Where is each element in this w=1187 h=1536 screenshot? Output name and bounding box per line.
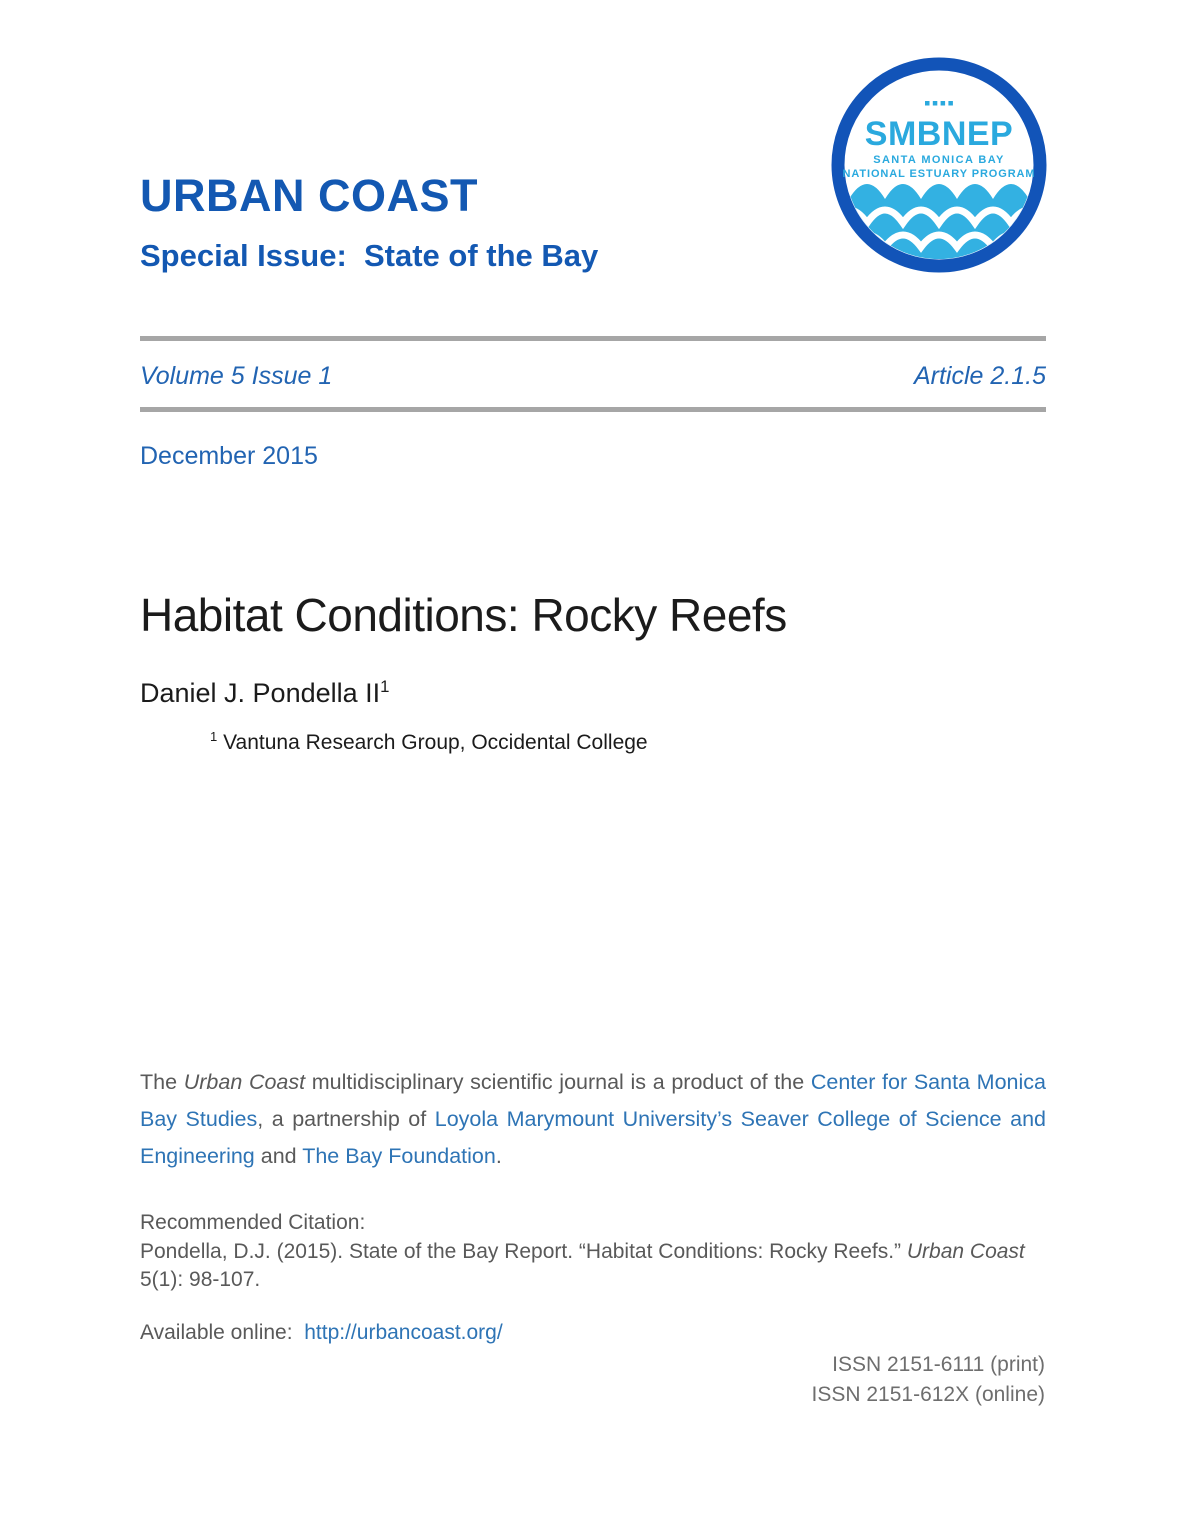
issn-online: ISSN 2151-612X (online) — [811, 1383, 1045, 1406]
citation-segment: 5(1): 98-107. — [140, 1268, 261, 1291]
link-center-for-santa-monica-bay-studies[interactable]: Center for Santa Monica Bay Studies — [140, 1070, 1046, 1131]
affiliation-text: Vantuna Research Group, Occidental College — [217, 731, 648, 754]
volume-label: Volume 5 Issue 1 — [140, 362, 333, 390]
author-superscript: 1 — [380, 677, 390, 696]
urbancoast-url-link[interactable]: http://urbancoast.org/ — [304, 1321, 503, 1344]
link-lmu-seaver-college[interactable]: Loyola Marymount University’s Seaver College of Science and Engineering — [140, 1107, 1047, 1168]
affiliation-superscript: 1 — [210, 729, 218, 744]
about-text: , a partnership of — [257, 1107, 435, 1131]
article-title: Habitat Conditions: Rocky Reefs — [140, 589, 787, 641]
available-online-label: Available online: — [140, 1321, 305, 1344]
availability-line — [140, 1321, 503, 1345]
citation-text — [140, 1238, 1046, 1295]
journal-title: URBAN COAST — [140, 170, 478, 221]
about-text: multidisciplinary scientific journal is a product of the — [305, 1070, 811, 1094]
journal-subtitle: Special Issue: State of the Bay — [140, 238, 599, 273]
about-text: . — [495, 1144, 502, 1168]
journal-name-italic: Urban Coast — [183, 1070, 306, 1094]
about-text: The — [140, 1070, 184, 1094]
divider-top — [140, 336, 1046, 341]
about-paragraph — [140, 1064, 1046, 1175]
citation-segment: Pondella, D.J. (2015). State of the Bay Report. “Habitat Conditions: Rocky Reefs.” — [140, 1239, 907, 1263]
issn-block — [812, 1350, 1045, 1410]
author-name — [140, 678, 389, 709]
link-bay-foundation[interactable]: The Bay Foundation — [302, 1144, 496, 1168]
issn-print: ISSN 2151-6111 (print) — [832, 1353, 1045, 1376]
citation-block — [140, 1209, 1046, 1295]
smbnep-logo-icon — [831, 57, 1047, 273]
about-text: and — [254, 1144, 303, 1168]
logo-acronym: SMBNEP — [864, 115, 1014, 153]
meta-row — [140, 362, 1046, 391]
citation-label: Recommended Citation: — [140, 1211, 366, 1234]
affiliation — [210, 731, 648, 755]
author-text: Daniel J. Pondella II — [140, 678, 381, 708]
logo-org-line1: SANTA MONICA BAY — [873, 154, 1005, 166]
issue-date: December 2015 — [140, 442, 318, 470]
logo-org-line2: NATIONAL ESTUARY PROGRAM — [842, 168, 1036, 180]
divider-bottom — [140, 407, 1046, 412]
citation-journal-italic: Urban Coast — [906, 1239, 1025, 1263]
article-number: Article 2.1.5 — [913, 362, 1046, 390]
